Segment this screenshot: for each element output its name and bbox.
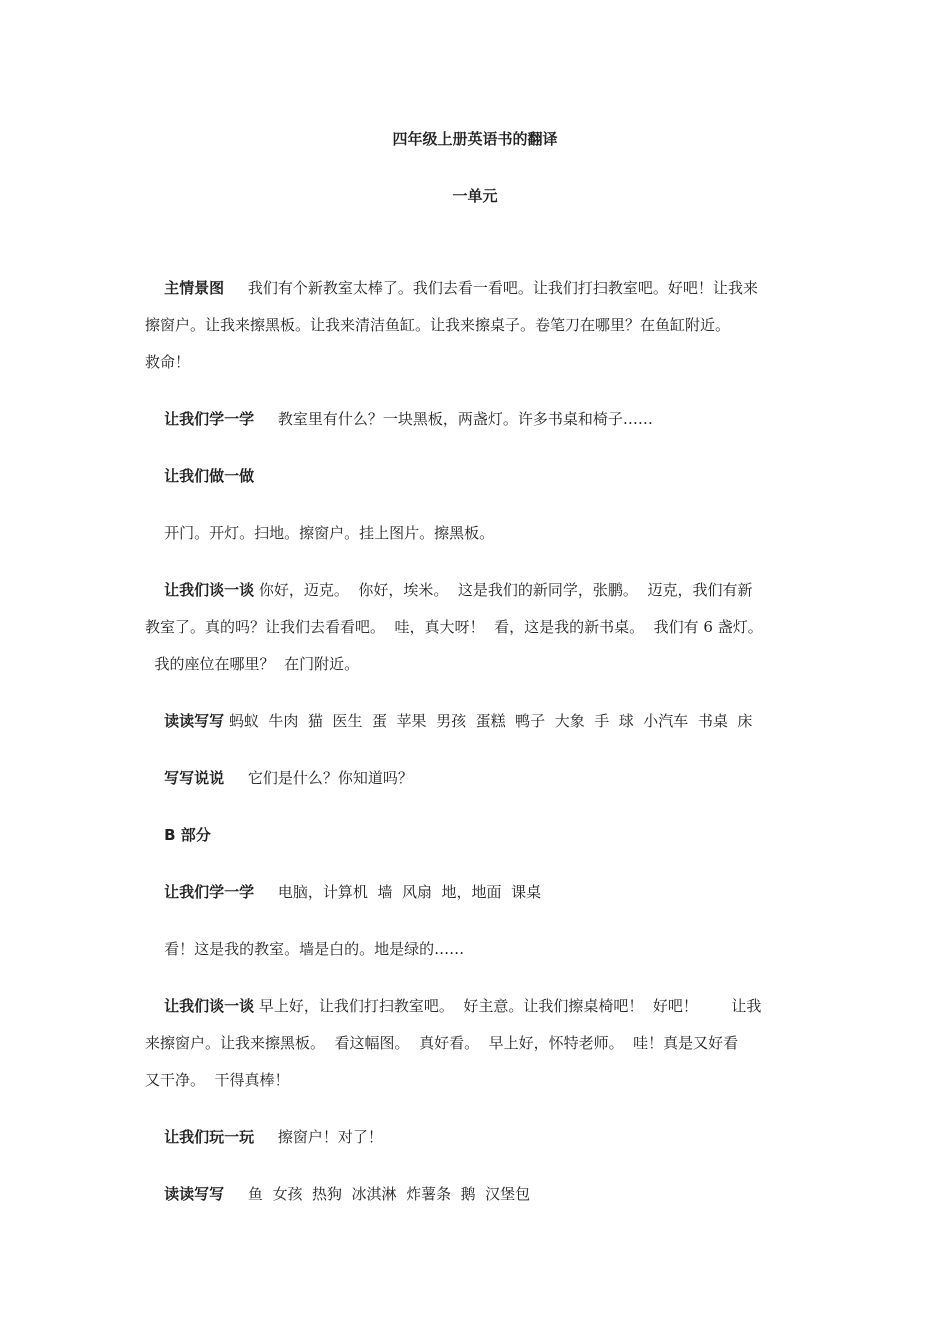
section-text: 你好，迈克。 你好，埃米。 这是我们的新同学，张鹏。 迈克，我们有新	[254, 581, 753, 599]
section-text: 救命！	[145, 353, 191, 371]
section-label: 让我们谈一谈	[164, 997, 255, 1015]
section-label: 让我们学一学	[164, 410, 255, 428]
section-label: 主情景图	[164, 279, 225, 297]
unit-heading: 一单元	[452, 187, 498, 205]
section-text: 擦窗户！对了！	[254, 1128, 383, 1146]
document-title: 四年级上册英语书的翻译	[392, 130, 558, 148]
section-text: 开门。开灯。扫地。擦窗户。挂上图片。擦黑板。	[164, 524, 495, 542]
section-label: 写写说说	[164, 769, 225, 787]
section-label: 让我们玩一玩	[164, 1128, 255, 1146]
section-label: 读读写写	[164, 1185, 225, 1203]
section-text: 鱼 女孩 热狗 冰淇淋 炸薯条 鹅 汉堡包	[224, 1185, 531, 1203]
section-text: 又干净。 干得真棒！	[145, 1071, 290, 1089]
section-text: 它们是什么？你知道吗？	[224, 769, 413, 787]
section-text: 看！这是我的教室。墙是白的。地是绿的……	[164, 940, 465, 958]
section-read-write-b	[145, 1139, 825, 1250]
section-label: 让我们学一学	[164, 883, 255, 901]
section-label: 让我们谈一谈	[164, 581, 255, 599]
section-text: 教室了。真的吗？让我们去看看吧。 哇，真大呀！ 看，这是我的新书桌。 我们有 6 盏灯。	[145, 618, 763, 636]
section-text: 蚂蚁 牛肉 猫 医生 蛋 苹果 男孩 蛋糕 鸭子 大象 手 球 小汽车 书桌 床	[224, 712, 753, 730]
section-label: B 部分	[164, 826, 211, 844]
section-text: 早上好，让我们打扫教室吧。 好主意。让我们擦桌椅吧！ 好吧！ 让我	[254, 997, 762, 1015]
section-text: 来擦窗户。让我来擦黑板。 看这幅图。 真好看。 早上好，怀特老师。 哇！真是又好看	[145, 1034, 739, 1052]
section-text: 我的座位在哪里？ 在门附近。	[145, 655, 360, 673]
section-text: 电脑，计算机 墙 风扇 地，地面 课桌	[254, 883, 542, 901]
section-label: 让我们做一做	[164, 467, 255, 485]
section-label: 读读写写	[164, 712, 225, 730]
section-text: 我们有个新教室太棒了。我们去看一看吧。让我们打扫教室吧。好吧！让我来	[224, 279, 758, 297]
section-text: 教室里有什么？一块黑板，两盏灯。许多书桌和椅子……	[254, 410, 653, 428]
section-text: 擦窗户。让我来擦黑板。让我来清洁鱼缸。让我来擦桌子。卷笔刀在哪里？在鱼缸附近。	[145, 316, 731, 334]
